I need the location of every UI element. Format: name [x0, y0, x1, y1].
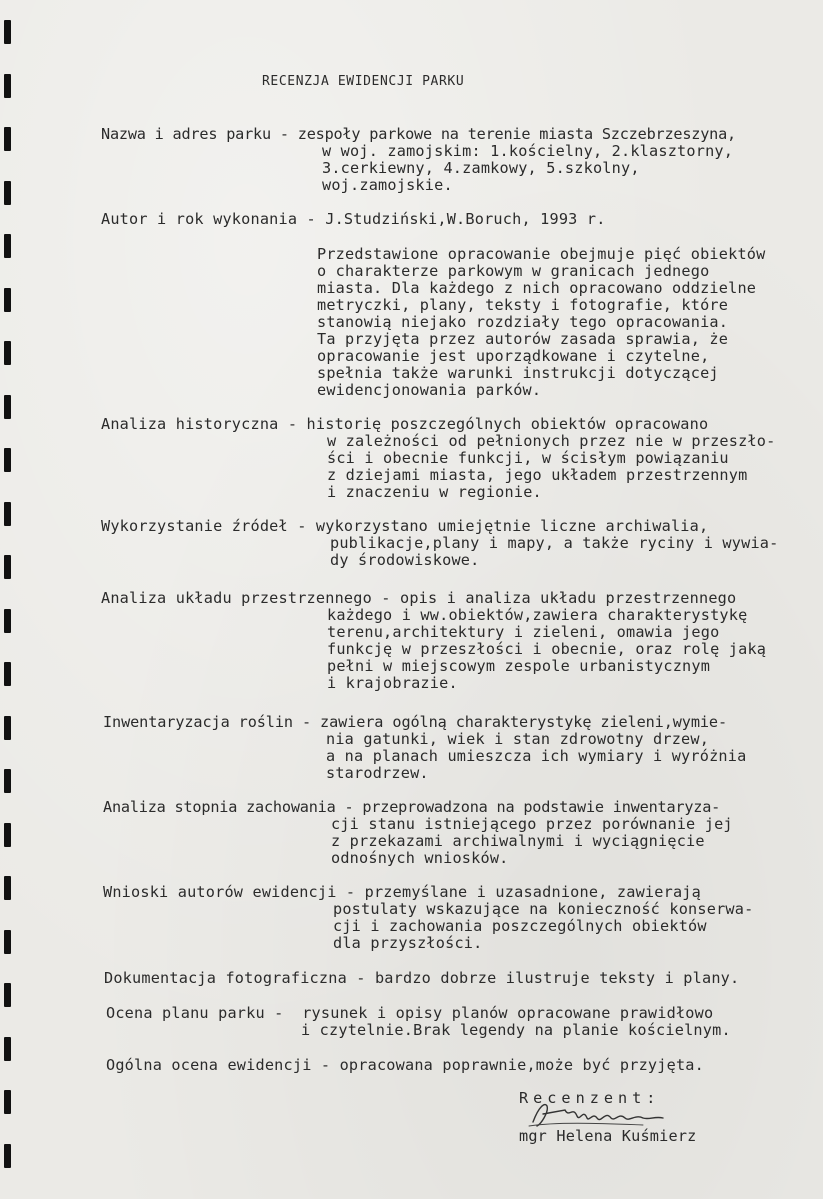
binding-hole: [4, 876, 11, 900]
binding-hole: [4, 74, 11, 98]
text-line: a na planach umieszcza ich wymiary i wyróżnia: [326, 747, 747, 765]
binding-hole: [4, 127, 11, 151]
text-line: o charakterze parkowym w granicach jednego: [317, 262, 710, 280]
binding-hole: [4, 20, 11, 44]
text-line: ewidencjonowania parków.: [317, 381, 542, 399]
text-line: Nazwa i adres parku - zespoły parkowe na terenie miasta Szczebrzeszyna,: [101, 125, 736, 143]
text-line: 3.cerkiewny, 4.zamkowy, 5.szkolny,: [322, 159, 640, 177]
text-line: Wykorzystanie źródeł - wykorzystano umiejętnie liczne archiwalia,: [101, 517, 709, 535]
text-line: i znaczeniu w regionie.: [327, 483, 542, 501]
text-line: z dziejami miasta, jego układem przestrzennym: [327, 466, 748, 484]
text-line: nia gatunki, wiek i stan zdrowotny drzew,: [326, 730, 710, 748]
binding-hole: [4, 769, 11, 793]
text-line: miasta. Dla każdego z nich opracowano oddzielne: [317, 279, 757, 297]
text-line: Ogólna ocena ewidencji - opracowana poprawnie,może być przyjęta.: [106, 1056, 704, 1074]
binding-hole: [4, 181, 11, 205]
text-line: z przekazami archiwalnymi i wyciągnięcie: [331, 832, 705, 850]
text-line: stanowią niejako rozdziały tego opracowania.: [317, 313, 729, 331]
binding-hole: [4, 983, 11, 1007]
binding-hole: [4, 930, 11, 954]
text-line: odnośnych wniosków.: [331, 849, 509, 867]
text-line: Analiza układu przestrzennego - opis i analiza układu przestrzennego: [101, 589, 737, 607]
binding-hole: [4, 502, 11, 526]
text-line: Przedstawione opracowanie obejmuje pięć obiektów: [317, 245, 766, 263]
text-line: spełnia także warunki instrukcji dotyczącej: [317, 364, 719, 382]
reviewer-label: Recenzent:: [519, 1089, 661, 1107]
text-line: metryczki, plany, teksty i fotografie, które: [317, 296, 729, 314]
text-line: i czytelnie.Brak legendy na planie kościelnym.: [301, 1021, 731, 1039]
text-line: cji stanu istniejącego przez porównanie jej: [331, 815, 733, 833]
document-title: RECENZJA EWIDENCJI PARKU: [262, 74, 465, 89]
binding-hole: [4, 288, 11, 312]
text-line: Ocena planu parku - rysunek i opisy planów opracowane prawidłowo: [106, 1004, 714, 1022]
text-line: ści i obecnie funkcji, w ścisłym powiązaniu: [327, 449, 729, 467]
binding-hole: [4, 662, 11, 686]
text-line: Autor i rok wykonania - J.Studziński,W.Boruch, 1993 r.: [101, 210, 606, 228]
text-line: pełni w miejscowym zespole urbanistycznym: [327, 657, 711, 675]
binding-hole: [4, 1037, 11, 1061]
binding-holes: [4, 0, 14, 1199]
text-line: opracowanie jest uporządkowane i czytelne,: [317, 347, 710, 365]
text-line: Dokumentacja fotograficzna - bardzo dobrze ilustruje teksty i plany.: [104, 969, 740, 987]
binding-hole: [4, 448, 11, 472]
text-line: terenu,architektury i zieleni, omawia jego: [327, 623, 720, 641]
handwritten-signature: [525, 1096, 675, 1130]
text-line: Wnioski autorów ewidencji - przemyślane i uzasadnione, zawierają: [103, 883, 701, 901]
binding-hole: [4, 609, 11, 633]
text-line: Ta przyjęta przez autorów zasada sprawia, że: [317, 330, 729, 348]
text-line: dy środowiskowe.: [330, 551, 480, 569]
text-line: i krajobrazie.: [327, 674, 458, 692]
text-line: Analiza historyczna - historię poszczególnych obiektów opracowano: [101, 415, 709, 433]
text-line: woj.zamojskie.: [322, 176, 453, 194]
binding-hole: [4, 823, 11, 847]
text-line: publikacje,plany i mapy, a także ryciny i wywia-: [330, 534, 779, 552]
text-line: w zależności od pełnionych przez nie w przeszło-: [327, 432, 776, 450]
binding-hole: [4, 555, 11, 579]
text-line: każdego i ww.obiektów,zawiera charakterystykę: [327, 606, 748, 624]
binding-hole: [4, 1144, 11, 1168]
text-line: funkcję w przeszłości i obecnie, oraz rolę jaką: [327, 640, 767, 658]
text-line: cji i zachowania poszczególnych obiektów: [333, 917, 707, 935]
text-line: Analiza stopnia zachowania - przeprowadzona na podstawie inwentaryza-: [103, 798, 721, 816]
binding-hole: [4, 341, 11, 365]
text-line: postulaty wskazujące na konieczność konserwa-: [333, 900, 754, 918]
text-line: Inwentaryzacja roślin - zawiera ogólną charakterystykę zieleni,wymie-: [103, 713, 728, 731]
text-line: w woj. zamojskim: 1.kościelny, 2.klasztorny,: [322, 142, 734, 160]
binding-hole: [4, 234, 11, 258]
text-line: starodrzew.: [326, 764, 429, 782]
binding-hole: [4, 716, 11, 740]
binding-hole: [4, 395, 11, 419]
binding-hole: [4, 1090, 11, 1114]
text-line: dla przyszłości.: [333, 934, 483, 952]
reviewer-name: mgr Helena Kuśmierz: [519, 1127, 697, 1145]
